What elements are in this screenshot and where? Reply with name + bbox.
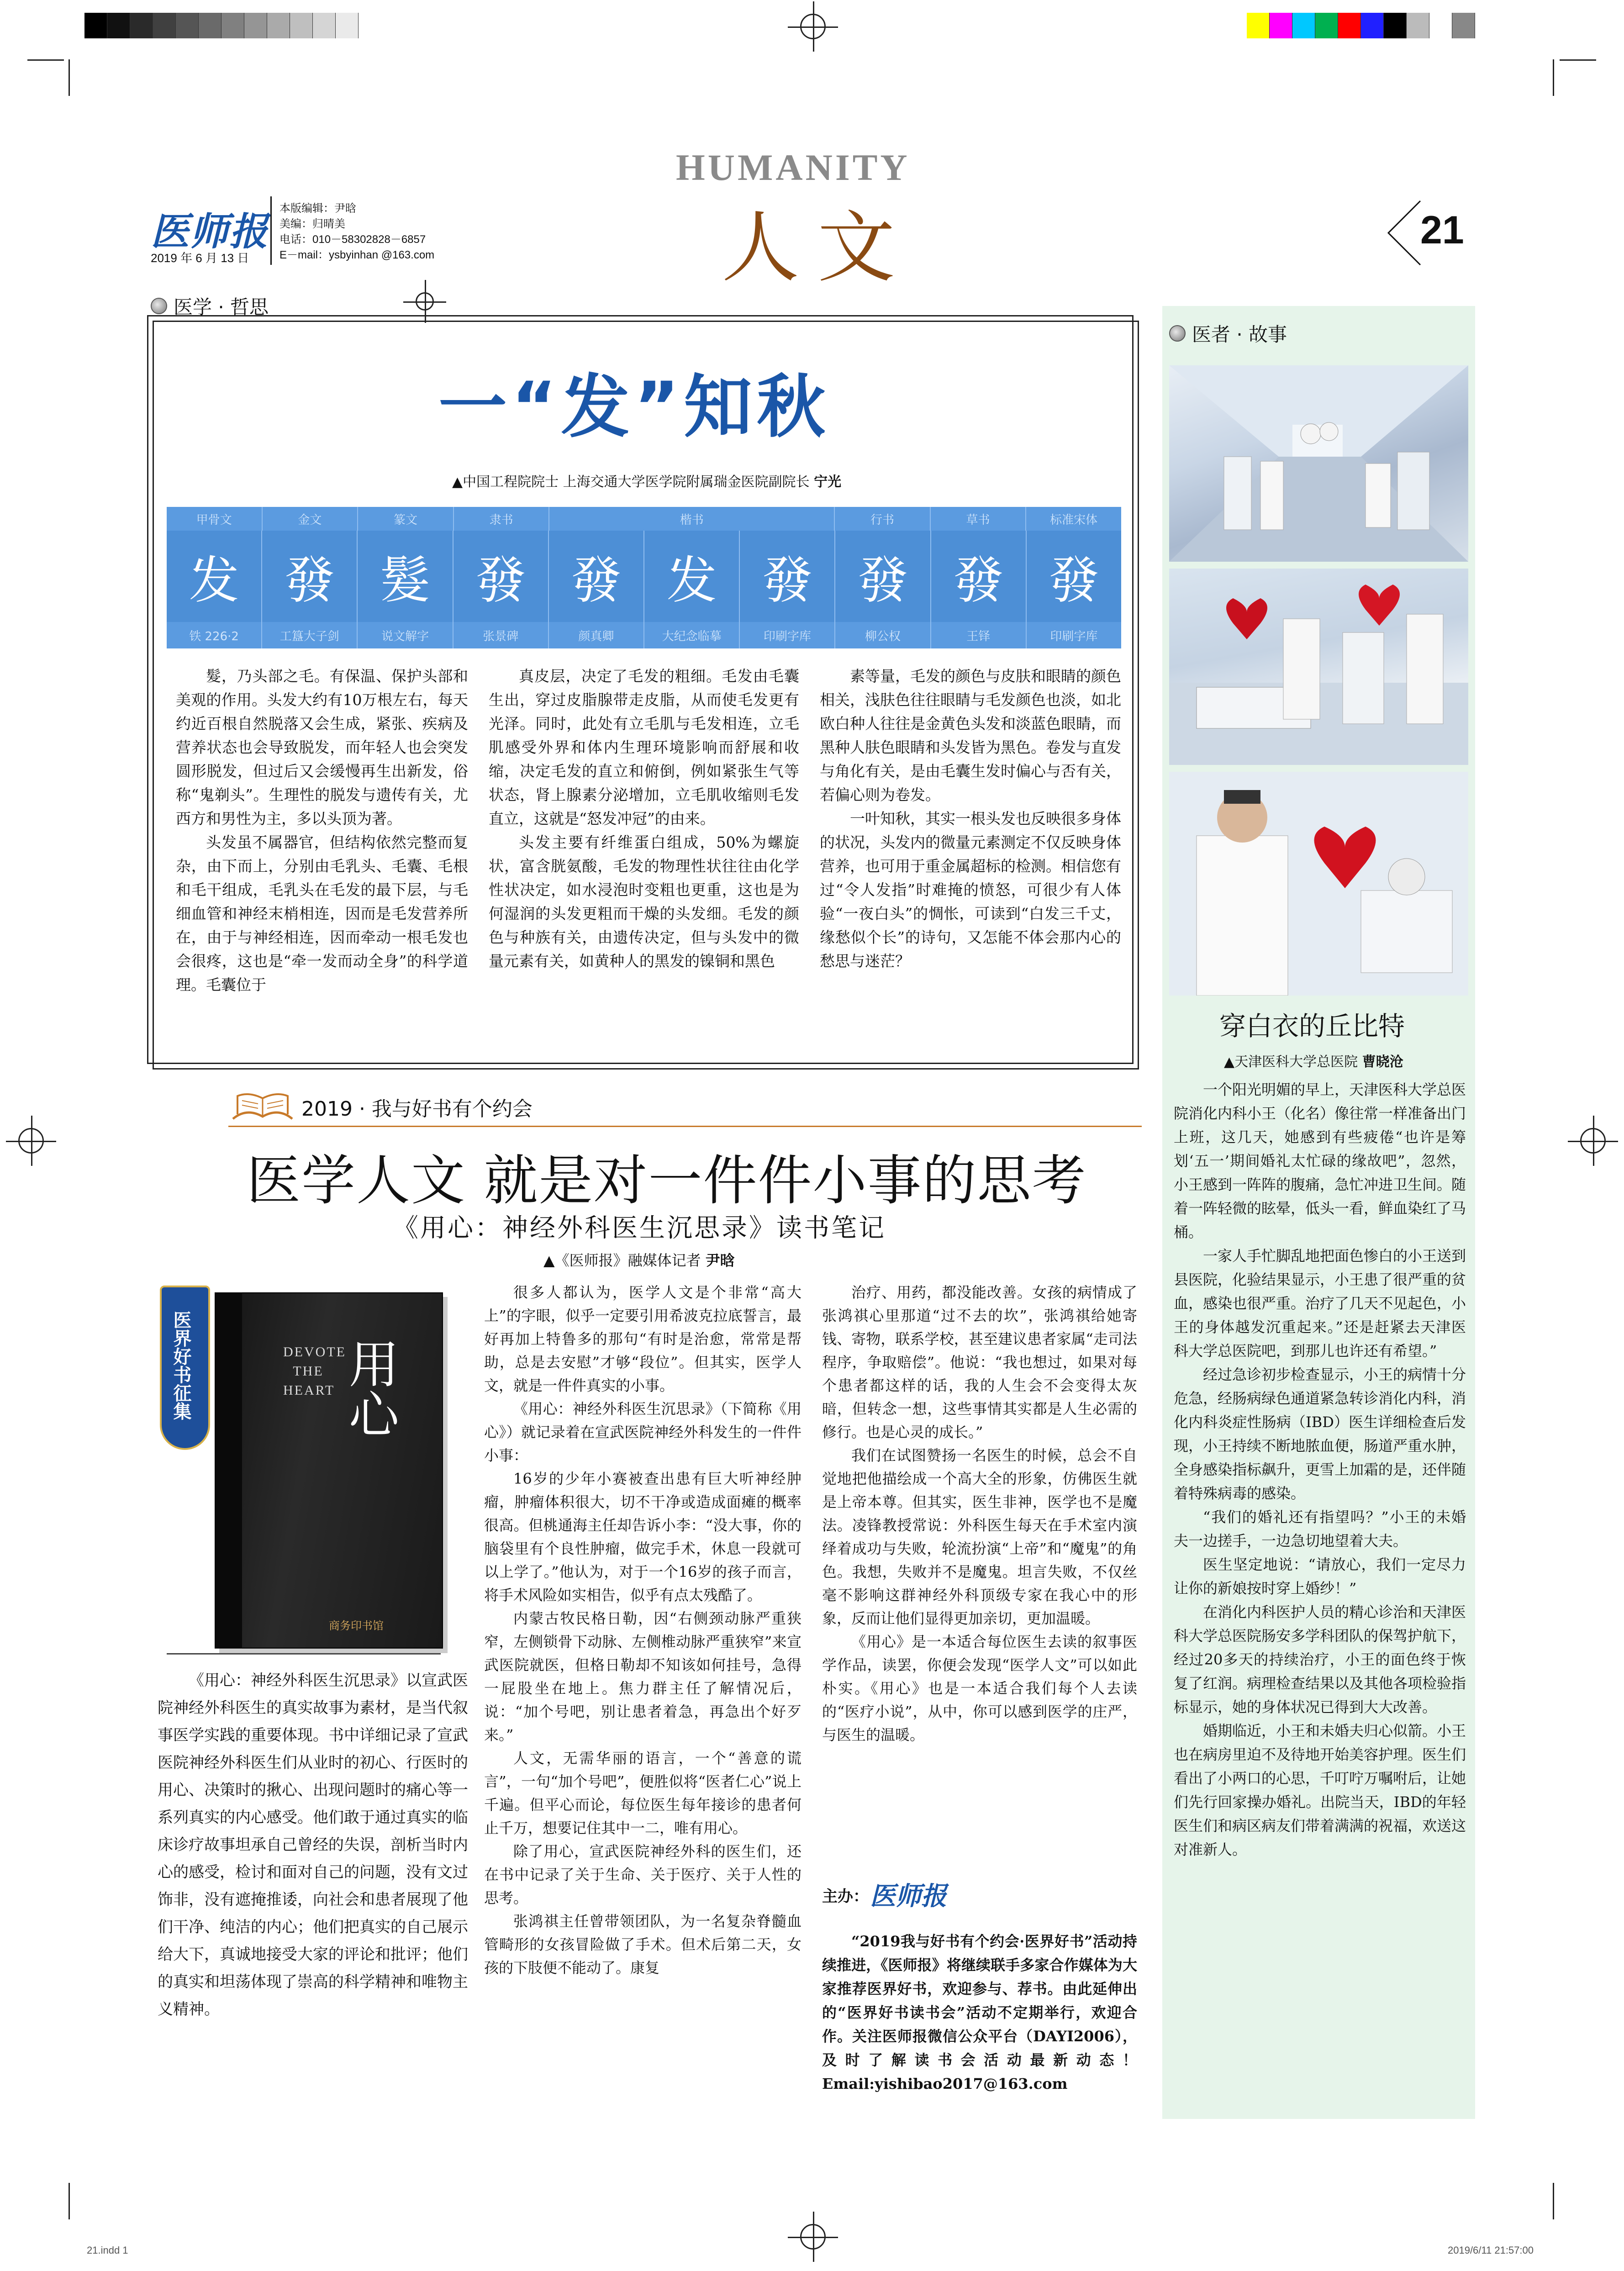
script-table-header bbox=[167, 507, 1121, 531]
article-column-3 bbox=[820, 664, 1121, 973]
paragraph: 内蒙古牧民格日勒，因“右侧颈动脉严重狭窄，左侧锁骨下动脉、左侧椎动脉严重狭窄”来宣武医院就医，但格日勒却不知该如何挂号，急得一屁股坐在地上。焦力群主任了解情况后，说：“加个号吧，别让患者着急，再急出个好歹来。” bbox=[484, 1610, 801, 1744]
book-section-tag: 2019 · 我与好书有个约会 bbox=[301, 1097, 533, 1121]
crop-mark bbox=[1560, 59, 1596, 61]
script-header: 隶书 bbox=[454, 507, 550, 531]
registration-mark-right bbox=[1580, 1128, 1606, 1154]
article-headline: 一“发”知秋 bbox=[438, 368, 830, 447]
masthead-logo: 医师报 bbox=[151, 209, 269, 254]
paragraph: 人文，无需华丽的语言，一个“善意的谎言”，一句“加个号吧”，便胜似将“医者仁心”说上千遍。但平心而论，每位医生每年接诊的患者何止千万，想要记住其中一二，唯有用心。 bbox=[484, 1749, 801, 1837]
page-number: 21 bbox=[1420, 208, 1464, 252]
masthead-info bbox=[279, 201, 434, 263]
paragraph: 《用心：神经外科医生沉思录》（下简称《用心》）就记录着在宣武医院神经外科发生的一件件小事： bbox=[484, 1400, 801, 1464]
paragraph: 我们在试图赞扬一名医生的时候，总会不自觉地把他描绘成一个高大全的形象，仿佛医生就是上帝本尊。但其实，医生非神，医学也不是魔法。凌锋教授常说：外科医生每天在手术室内演绎着成功与失败，轮流扮演“上帝”和“魔鬼”的角色。我想，失败并不是魔鬼。坦言失败，不仅丝毫不影响这群神经外科顶级专家在我心中的形象，反而让他们显得更加亲切，更加温暖。 bbox=[822, 1447, 1137, 1627]
paragraph: 髮，乃头部之毛。有保温、保护头部和美观的作用。头发大约有10万根左右，每天约近百根自然脱落又会生成，紧张、疾病及营养状态也会导致脱发，而年轻人也会突发圆形脱发，但过后又会缓慢再生出新发，俗称“鬼剃头”。生理性的脱发与遗传有关，尤西方和男性为主，多以头顶为著。 bbox=[176, 667, 468, 827]
script-source: 大纪念临摹 bbox=[644, 622, 740, 648]
color-bar bbox=[1247, 13, 1475, 38]
book-column-2 bbox=[822, 1281, 1137, 1747]
registration-mark-top bbox=[800, 14, 826, 39]
section-title-en: HUMANITY bbox=[676, 147, 910, 188]
paragraph: “我们的婚礼还有指望吗？”小王的未婚夫一边搓手，一边急切地望着大夫。 bbox=[1174, 1508, 1466, 1549]
article-column-2 bbox=[489, 664, 799, 973]
registration-mark-left bbox=[18, 1128, 44, 1154]
organizer-notice bbox=[822, 1929, 1137, 2096]
photo-hospital-corridor bbox=[1169, 365, 1468, 562]
paragraph: 16岁的少年小赛被查出患有巨大听神经肿瘤，肿瘤体积很大，切不干净或造成面瘫的概率很高。但桃通海主任却告诉小李：“没大事，你的脑袋里有个良性肿瘤，做完手术，休息一段就可以上学了。”他认为，对于一个16岁的孩子而言，将手术风险如实相告，似乎有点太残酷了。 bbox=[484, 1470, 801, 1604]
book-article-byline: ▲《医师报》融媒体记者 尹晗 bbox=[543, 1252, 735, 1269]
script-evolution-table bbox=[167, 507, 1121, 648]
paragraph: “2019我与好书有个约会·医界好书”活动持续推进，《医师报》将继续联手多家合作媒体为大家推荐医界好书，欢迎参与、荐书。由此延伸出的“医界好书读书会”活动不定期举行，欢迎合作。关注医师报微信公众平台（DAYI2006），及时了解读书会活动最新动态！Email:yishibao2017@163.com bbox=[822, 1933, 1137, 2092]
book-publisher: 商务印书馆 bbox=[329, 1619, 384, 1632]
script-source: 印刷字库 bbox=[1050, 629, 1098, 643]
paragraph: 在消化内科医护人员的精心诊治和天津医科大学总医院肠安多学科团队的保驾护航下，经过20多天的持续治疗，小王的面色终于恢复了红润。病理检查结果以及其他各项检验指标显示，她的身体状况已得到大大改善。 bbox=[1174, 1603, 1466, 1716]
paragraph: 医生坚定地说：“请放心，我们一定尽力让你的新娘按时穿上婚纱！” bbox=[1174, 1556, 1466, 1597]
book-section-rule bbox=[228, 1126, 1142, 1127]
paragraph: 头发主要有纤维蛋白组成，50%为螺旋状，富含胱氨酸，毛发的物理性状往往由化学性状决定，如水浸泡时变粗也更重，这也是为何湿润的头发更粗而干燥的头发细。毛发的颜色与种族有关，由遗传决定，但与头发中的微量元素有关，如黄种人的黑发的镍铜和黑色 bbox=[489, 833, 799, 970]
crop-mark bbox=[1553, 2183, 1554, 2219]
bullet-icon bbox=[1169, 325, 1186, 342]
script-glyph: 發 bbox=[740, 531, 835, 622]
script-glyph: 发 bbox=[167, 531, 262, 622]
photo-ward-with-balloons bbox=[1169, 569, 1468, 765]
masthead-divider bbox=[270, 196, 272, 265]
script-glyph: 发 bbox=[644, 531, 740, 622]
article-column-1 bbox=[176, 664, 468, 997]
paragraph: 《用心：神经外科医生沉思录》以宣武医院神经外科医生的真实故事为素材，是当代叙事医学实践的重要体现。书中详细记录了宣武医院神经外科医生们从业时的初心、行医时的用心、决策时的揪心、出现问题时的痛心等一系列真实的内心感受。他们敢于通过真实的临床诊疗故事坦承自己曾经的失误，剖析当时内心的感受，检讨和面对自己的问题，没有文过饰非，没有遮掩推诿，向社会和患者展现了他们干净、纯洁的内心；他们把真实的自己展示给大下，真诚地接受大家的评论和批评；他们的真实和坦荡体现了崇高的科学精神和唯物主义精神。 bbox=[158, 1671, 468, 2018]
script-header: 金文 bbox=[263, 507, 359, 531]
book-intro bbox=[158, 1667, 468, 2023]
script-glyph: 發 bbox=[549, 531, 644, 622]
paragraph: 头发虽不属器官，但结构依然完整而复杂，由下而上，分别由毛乳头、毛囊、毛根和毛干组成，毛乳头在毛发的最下层，与毛细血管和神经末梢相连，因而是毛发营养所在，由于与神经相连，因而牵动一根毛发也会很疼，这也是“牵一发而动全身”的科学道理。毛囊位于 bbox=[176, 833, 468, 994]
script-source: 颜真卿 bbox=[549, 622, 644, 648]
open-book-icon bbox=[228, 1089, 297, 1126]
badge-label: 医界好书征集 bbox=[170, 1311, 191, 1420]
section-title-cn: 人文 bbox=[722, 203, 914, 293]
doctor-scene-icon bbox=[1169, 772, 1468, 996]
book-article-headline: 医学人文 就是对一件件小事的思考 bbox=[247, 1149, 1087, 1212]
script-header: 甲骨文 bbox=[167, 507, 263, 531]
book-article-subhead: 《用心：神经外科医生沉思录》读书笔记 bbox=[393, 1213, 886, 1243]
script-header: 楷书 bbox=[549, 507, 835, 531]
designer-credit: 美编：归晴美 bbox=[279, 218, 345, 230]
paragraph: 《用心》是一本适合每位医生去读的叙事医学作品，读罢，你便会发现“医学人文”可以如此朴实。《用心》也是一本适合我们每个人去读的“医疗小说”，从中，你可以感到医学的庄严，与医生的温暖。 bbox=[822, 1633, 1137, 1744]
script-glyph: 發 bbox=[835, 531, 931, 622]
script-glyph: 髮 bbox=[358, 531, 453, 622]
email: E－mail：ysbyinhan @163.com bbox=[279, 249, 435, 261]
script-source: 柳公权 bbox=[835, 622, 931, 648]
paragraph: 一个阳光明媚的早上，天津医科大学总医院消化内科小王（化名）像往常一样准备出门上班，这几天，她感到有些疲倦“也许是筹划‘五一’期间婚礼太忙碌的缘故吧”，忽然，小王感到一阵阵的腹痛，急忙冲进卫生间。随着一阵轻微的眩晕，低头一看，鲜血染红了马桶。 bbox=[1174, 1081, 1466, 1241]
script-glyph: 發 bbox=[1049, 551, 1099, 610]
article-byline: ▲中国工程院院士 上海交通大学医学院附属瑞金医院副院长 宁光 bbox=[452, 474, 842, 490]
corridor-scene-icon bbox=[1169, 365, 1468, 562]
paragraph: 婚期临近，小王和未婚夫归心似箭。小王也在病房里迫不及待地开始美容护理。医生们看出了小两口的心思，千叮咛万嘱咐后，让她们先行回家操办婚礼。出院当天，IBD的年轻医生们和病区病友们带着满满的祝福，欢送这对准新人。 bbox=[1174, 1722, 1466, 1858]
crop-mark bbox=[69, 2183, 70, 2219]
crop-mark bbox=[69, 59, 70, 96]
script-source: 王铎 bbox=[931, 622, 1027, 648]
paragraph: 张鸿祺主任曾带领团队，为一名复杂脊髓血管畸形的女孩冒险做了手术。但术后第二天，女孩的下肢便不能动了。康复 bbox=[484, 1913, 801, 1976]
script-glyph: 發 bbox=[453, 531, 549, 622]
script-table-glyphs bbox=[167, 531, 1121, 622]
script-glyph: 發 bbox=[262, 531, 358, 622]
editor-credit: 本版编辑：尹晗 bbox=[279, 202, 356, 215]
paragraph: 真皮层，决定了毛发的粗细。毛发由毛囊生出，穿过皮脂腺带走皮脂，从而使毛发更有光泽。同时，此处有立毛肌与毛发相连，立毛肌感受外界和体内生理环境影响而舒展和收缩，决定毛发的直立和俯倒，例如紧张生气等状态，肾上腺素分泌增加，立毛肌收缩则毛发直立，这就是“怒发冲冠”的由来。 bbox=[489, 667, 799, 827]
script-source: 印刷字库 bbox=[740, 622, 835, 648]
book-spine bbox=[215, 1292, 242, 1649]
paragraph: 治疗、用药，都没能改善。女孩的病情成了张鸿祺心里那道“过不去的坎”，张鸿祺给她寄钱、寄物，联系学校，甚至建议患者家属“走司法程序，争取赔偿”。他说：“我也想过，如果对每个患者都这样的话，我的人生会不会变得太灰暗，但转念一想，这些事情其实都是人生必需的修行。也是心灵的成长。” bbox=[822, 1284, 1137, 1441]
organizer-logo: 医师报 bbox=[870, 1881, 947, 1911]
paragraph: 一叶知秋，其实一根头发也反映很多身体的状况，头发内的微量元素测定不仅反映身体营养，也可用于重金属超标的检测。相信您有过“令人发指”时难掩的愤怒，可很少有人体验“一夜白头”的惆怅，可读到“白发三千丈，缘愁似个长”的诗句，又怎能不体会那内心的愁思与迷茫？ bbox=[820, 810, 1121, 970]
book-column-1 bbox=[484, 1281, 801, 1980]
script-header: 篆文 bbox=[358, 507, 454, 531]
script-table-sources bbox=[167, 622, 1121, 648]
section-label-doctor-story: 医者 · 故事 bbox=[1169, 320, 1287, 347]
registration-mark-bottom bbox=[800, 2224, 826, 2250]
script-source: 工簋大子剑 bbox=[262, 622, 358, 648]
paragraph: 一家人手忙脚乱地把面色惨白的小王送到县医院，化验结果显示，小王患了很严重的贫血，感染也很严重。治疗了几天不见起色，小王的身体越发沉重起来。”还是赶紧去天津医科大学总医院吧，到那儿也许还有希望。” bbox=[1174, 1247, 1466, 1359]
crop-mark bbox=[1553, 59, 1554, 96]
sidebar-story-body bbox=[1174, 1078, 1466, 1861]
sidebar-byline: ▲天津医科大学总医院 曹晓沧 bbox=[1224, 1054, 1403, 1070]
section-label-philosophy: 医学 · 哲思 bbox=[151, 292, 269, 320]
paragraph: 经过急诊初步检查显示，小王的病情十分危急，经肠病绿色通道紧急转诊消化内科，消化内科炎症性肠病（IBD）医生详细检查后发现，小王持续不断地脓血便，肠道严重水肿，全身感染指标飙升，更雪上加霜的是，还伴随着特殊病毒的感染。 bbox=[1174, 1366, 1466, 1502]
file-slug: 21.indd 1 bbox=[87, 2245, 128, 2256]
organizer-label: 主办： bbox=[822, 1887, 869, 1906]
print-timestamp: 2019/6/11 21:57:00 bbox=[1448, 2245, 1534, 2256]
pin-icon bbox=[416, 292, 434, 311]
script-header: 行书 bbox=[835, 507, 931, 531]
script-header: 标准宋体 bbox=[1050, 513, 1098, 527]
script-header: 草书 bbox=[931, 507, 1027, 531]
book-title-cn: 用心 bbox=[341, 1338, 399, 1438]
photo-doctor-with-patient bbox=[1169, 772, 1468, 996]
crop-mark bbox=[27, 59, 64, 61]
script-source: 铁 226·2 bbox=[167, 622, 262, 648]
issue-date: 2019 年 6 月 13 日 bbox=[151, 251, 249, 265]
book-title-en: DEVOTE THE HEART bbox=[283, 1344, 346, 1398]
phone: 电话：010－58302828－6857 bbox=[279, 233, 426, 246]
paragraph: 素等量，毛发的颜色与皮肤和眼睛的颜色相关，浅肤色往往眼睛与毛发颜色也淡，如北欧白种人往往是金黄色头发和淡蓝色眼睛，而黑种人肤色眼睛和头发皆为黑色。卷发与直发与角化有关，是由毛囊生发时偏心与否有关，若偏心则为卷发。 bbox=[820, 667, 1121, 804]
paragraph: 很多人都认为，医学人文是个非常“高大上”的字眼，似乎一定要引用希波克拉底誓言，最好再加上特鲁多的那句“有时是治愈，常常是帮助，总是去安慰”才够“段位”。但其实，医学人文，就是一件件真实的小事。 bbox=[484, 1284, 801, 1394]
grayscale-bar bbox=[84, 13, 359, 38]
script-source: 说文解字 bbox=[358, 622, 453, 648]
bullet-icon bbox=[151, 298, 167, 314]
script-source: 张景碑 bbox=[453, 622, 549, 648]
script-glyph: 發 bbox=[931, 531, 1027, 622]
sidebar-headline: 穿白衣的丘比特 bbox=[1219, 1011, 1405, 1042]
ward-scene-icon bbox=[1169, 569, 1468, 765]
intro-rule bbox=[167, 1653, 441, 1655]
paragraph: 除了用心，宣武医院神经外科的医生们，还在书中记录了关于生命、关于医疗、关于人性的思考。 bbox=[484, 1843, 801, 1907]
